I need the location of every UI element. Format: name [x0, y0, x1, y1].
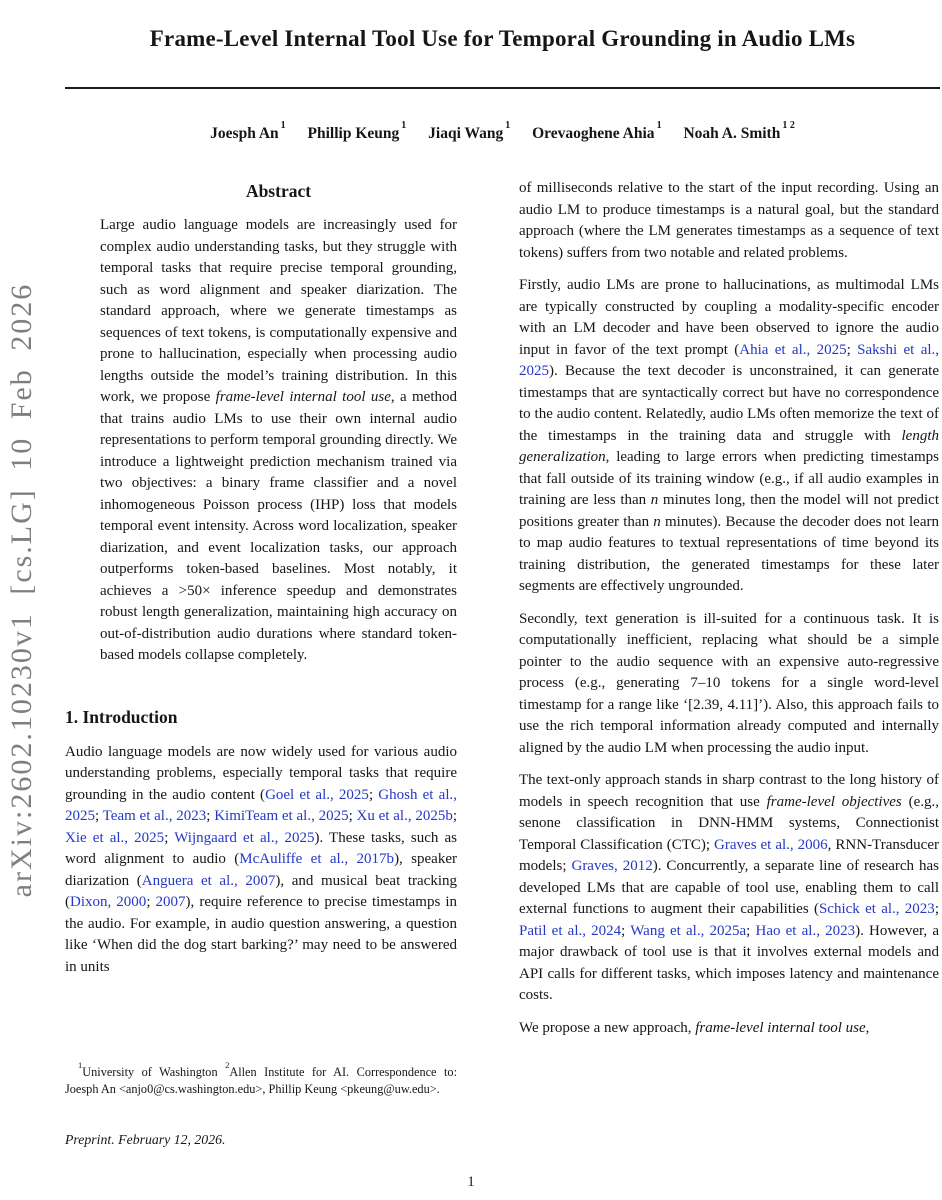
body-text: We propose a new approach,	[519, 1019, 696, 1036]
author-name: Phillip Keung$^1$	[307, 119, 407, 143]
body-text: The text-only approach stands in sharp contrast to the long history of models in speech recognition that use	[519, 772, 939, 810]
body-text: ;	[621, 922, 631, 939]
intro-paragraph	[65, 742, 457, 979]
body-text: Allen Institute for AI. Correspondence to: Joesph An <anjo0@cs.washington.edu>, Phillip Keung <pkeung@uw.edu>.	[65, 1065, 457, 1096]
body-text: ;	[746, 922, 756, 939]
citation-link[interactable]: Xu et al., 2025b	[356, 808, 453, 824]
body-text: Large audio language models are increasingly used for complex audio understanding tasks, but they struggle with temporal tasks that require precise temporal grounding, such as word alignment and speaker diarization. The standard approach, where we generate timestamps as sequences of text tokens, is computationally expensive and prone to hallucination, especially when processing audio lengths outside the model’s training distribution. In this work, we propose	[100, 217, 457, 405]
left-column	[65, 181, 457, 1059]
emphasis-text: length generalization	[519, 427, 939, 465]
body-text: ,	[865, 1019, 870, 1036]
body-text: (e.g., senone classification in DNN-HMM systems, Connectionist Temporal Classification (CTC);	[519, 793, 939, 853]
author-name: Orevaoghene Ahia$^1$	[532, 119, 662, 143]
author-name: Joesph An$^1$	[210, 119, 286, 143]
body-paragraph	[519, 770, 939, 1007]
body-text: , a method that trains audio LMs to use their own internal audio representations to perform temporal grounding directly. We introduce a lightweight prediction mechanism trained via two objectives: a binary frame classifier and a novel inhomogeneous Poisson process (IHP) loss that models temporal event intensity. Across word localization, speaker diarization, and event localization tasks, our approach outperforms token-based baselines. Most notably, it achieves a >50× inference speedup and demonstrates robust length generalization, maintaining high accuracy on out-of-distribution audio durations where standard token-based models collapse completely.	[100, 389, 457, 663]
arxiv-watermark: arXiv:2602.10230v1 [cs.LG] 10 Feb 2026	[5, 282, 38, 898]
body-text: ;	[206, 808, 215, 824]
math-symbol: n	[653, 513, 661, 530]
body-paragraph	[519, 275, 939, 598]
body-text: University of Washington	[82, 1065, 226, 1080]
body-text: Audio language models are now widely used for various audio understanding problems, especially temporal tasks that require grounding in the audio content (	[65, 743, 457, 803]
citation-link[interactable]: McAuliffe et al., 2017b	[239, 851, 395, 867]
body-text: ). These tasks, such as word alignment to audio (	[65, 829, 457, 867]
body-text: Secondly, text generation is ill-suited for a continuous task. It is computationally inefficient, replacing what should be a simple pointer to the audio sequence with an expensive auto-regressive process (e.g., generating 7–10 tokens for a single word-level timestamp for a range like ‘[2.39, 4.11]’). Also, this approach fails to use the rich temporal information already computed and internally aligned by the audio LM when processing the audio input.	[519, 610, 939, 756]
body-paragraph	[519, 178, 939, 264]
section-heading-introduction: 1. Introduction	[65, 706, 178, 727]
citation-link[interactable]: Patil et al., 2024	[519, 922, 622, 939]
page-number: 1	[467, 1174, 475, 1190]
author-affiliation-sup: 1	[280, 119, 286, 131]
preprint-note: Preprint. February 12, 2026.	[65, 1132, 226, 1147]
body-text: ;	[348, 808, 357, 824]
body-text: ), require reference to precise timestamps in the audio. For example, in audio question answering, a question like ‘When did the dog start barking?’ may need to be answered in units	[65, 894, 457, 975]
body-text: ). Concurrently, a separate line of research has developed LMs that are capable of tool use, enabling them to call external functions to augment their capabilities (	[519, 858, 939, 917]
right-column	[519, 178, 939, 1150]
citation-link[interactable]: Sakshi et al., 2025	[519, 341, 939, 379]
author-affiliation-sup: 1	[401, 119, 407, 131]
citation-link[interactable]: Graves, 2012	[571, 858, 653, 874]
body-text: Firstly, audio LMs are prone to hallucinations, as multimodal LMs are typically constructed by coupling a modality-specific encoder with an LM decoder and have been observed to ignore the audio input in favor of the text prompt (	[519, 277, 939, 358]
citation-link[interactable]: Wang et al., 2025a	[630, 922, 747, 939]
citation-link[interactable]: Goel et al., 2025	[265, 786, 369, 803]
author-affiliation-sup: 1 2	[782, 119, 795, 131]
citation-link[interactable]: Team et al., 2023	[102, 808, 207, 824]
citation-link[interactable]: Graves et al., 2006	[714, 836, 828, 853]
body-text: , leading to large errors when predicting timestamps that fall outside of its training window (e.g., if all audio examples in training are less than	[519, 449, 939, 508]
citation-link[interactable]: Ghosh et al., 2025	[65, 786, 457, 824]
author-affiliation-sup: 1	[656, 119, 662, 131]
abstract-heading: Abstract	[245, 181, 312, 201]
body-paragraph	[519, 609, 939, 760]
footnote-marker: 1	[78, 1059, 83, 1070]
emphasis-text: frame-level objectives	[766, 793, 902, 810]
body-text: ;	[146, 894, 156, 910]
citation-link[interactable]: Wijngaard et al., 2025	[174, 829, 315, 846]
paper-title: Frame-Level Internal Tool Use for Temporal Grounding in Audio LMs	[149, 26, 856, 51]
citation-link[interactable]: 2007	[155, 894, 186, 910]
author-name: Jiaqi Wang$^1$	[428, 119, 511, 143]
author-affiliation-sup: 1	[505, 119, 511, 131]
citation-link[interactable]: Dixon, 2000	[70, 894, 147, 910]
body-text: ), and musical beat tracking (	[65, 872, 457, 910]
author-name: Noah A. Smith$^{1 2}$	[683, 119, 795, 143]
citation-link[interactable]: Xie et al., 2025	[65, 829, 165, 846]
body-text: ;	[164, 829, 175, 846]
body-text: ), speaker diarization (	[65, 851, 457, 889]
title-rule	[65, 87, 940, 89]
body-text: minutes). Because the decoder does not learn to map audio features to textual representations of time beyond its training distribution, the generated timestamps for these later segments are effectively ungrounded.	[519, 513, 939, 594]
emphasis-text: frame-level internal tool use	[215, 389, 391, 405]
body-text: ;	[452, 808, 457, 824]
body-text: ;	[934, 901, 939, 917]
body-paragraph	[519, 1018, 939, 1040]
abstract-text	[100, 215, 457, 667]
emphasis-text: frame-level internal tool use	[695, 1019, 866, 1036]
citation-link[interactable]: KimiTeam et al., 2025	[214, 808, 349, 824]
citation-link[interactable]: Anguera et al., 2007	[141, 872, 276, 889]
body-text: , RNN-Transducer models;	[519, 836, 939, 874]
authors-line	[65, 119, 940, 143]
body-text: ;	[846, 341, 858, 358]
citation-link[interactable]: Ahia et al., 2025	[739, 341, 847, 358]
body-text: of milliseconds relative to the start of the input recording. Using an audio LM to produce timestamps is a natural goal, but the standard approach (where the LM generates timestamps as a sequence of text tokens) suffers from two notable and related problems.	[519, 180, 939, 261]
body-text: ). However, a major drawback of tool use is that it involves external models and API calls for different tasks, which imposes latency and maintenance costs.	[519, 922, 939, 1003]
body-text: minutes long, then the model will not predict positions greater than	[519, 492, 939, 530]
citation-link[interactable]: Hao et al., 2023	[755, 922, 856, 939]
authors-footnote	[65, 1060, 457, 1097]
footnote-marker: 2	[225, 1059, 230, 1070]
body-text: ;	[95, 808, 103, 824]
body-text: ;	[368, 786, 379, 803]
body-text: ). Because the text decoder is unconstrained, it can generate timestamps that are syntactically correct but have no correspondence to the audio content. Relatedly, audio LMs often memorize the text of the timestamps in the training data and struggle with	[519, 363, 939, 444]
math-symbol: n	[650, 492, 659, 508]
citation-link[interactable]: Schick et al., 2023	[818, 901, 935, 917]
